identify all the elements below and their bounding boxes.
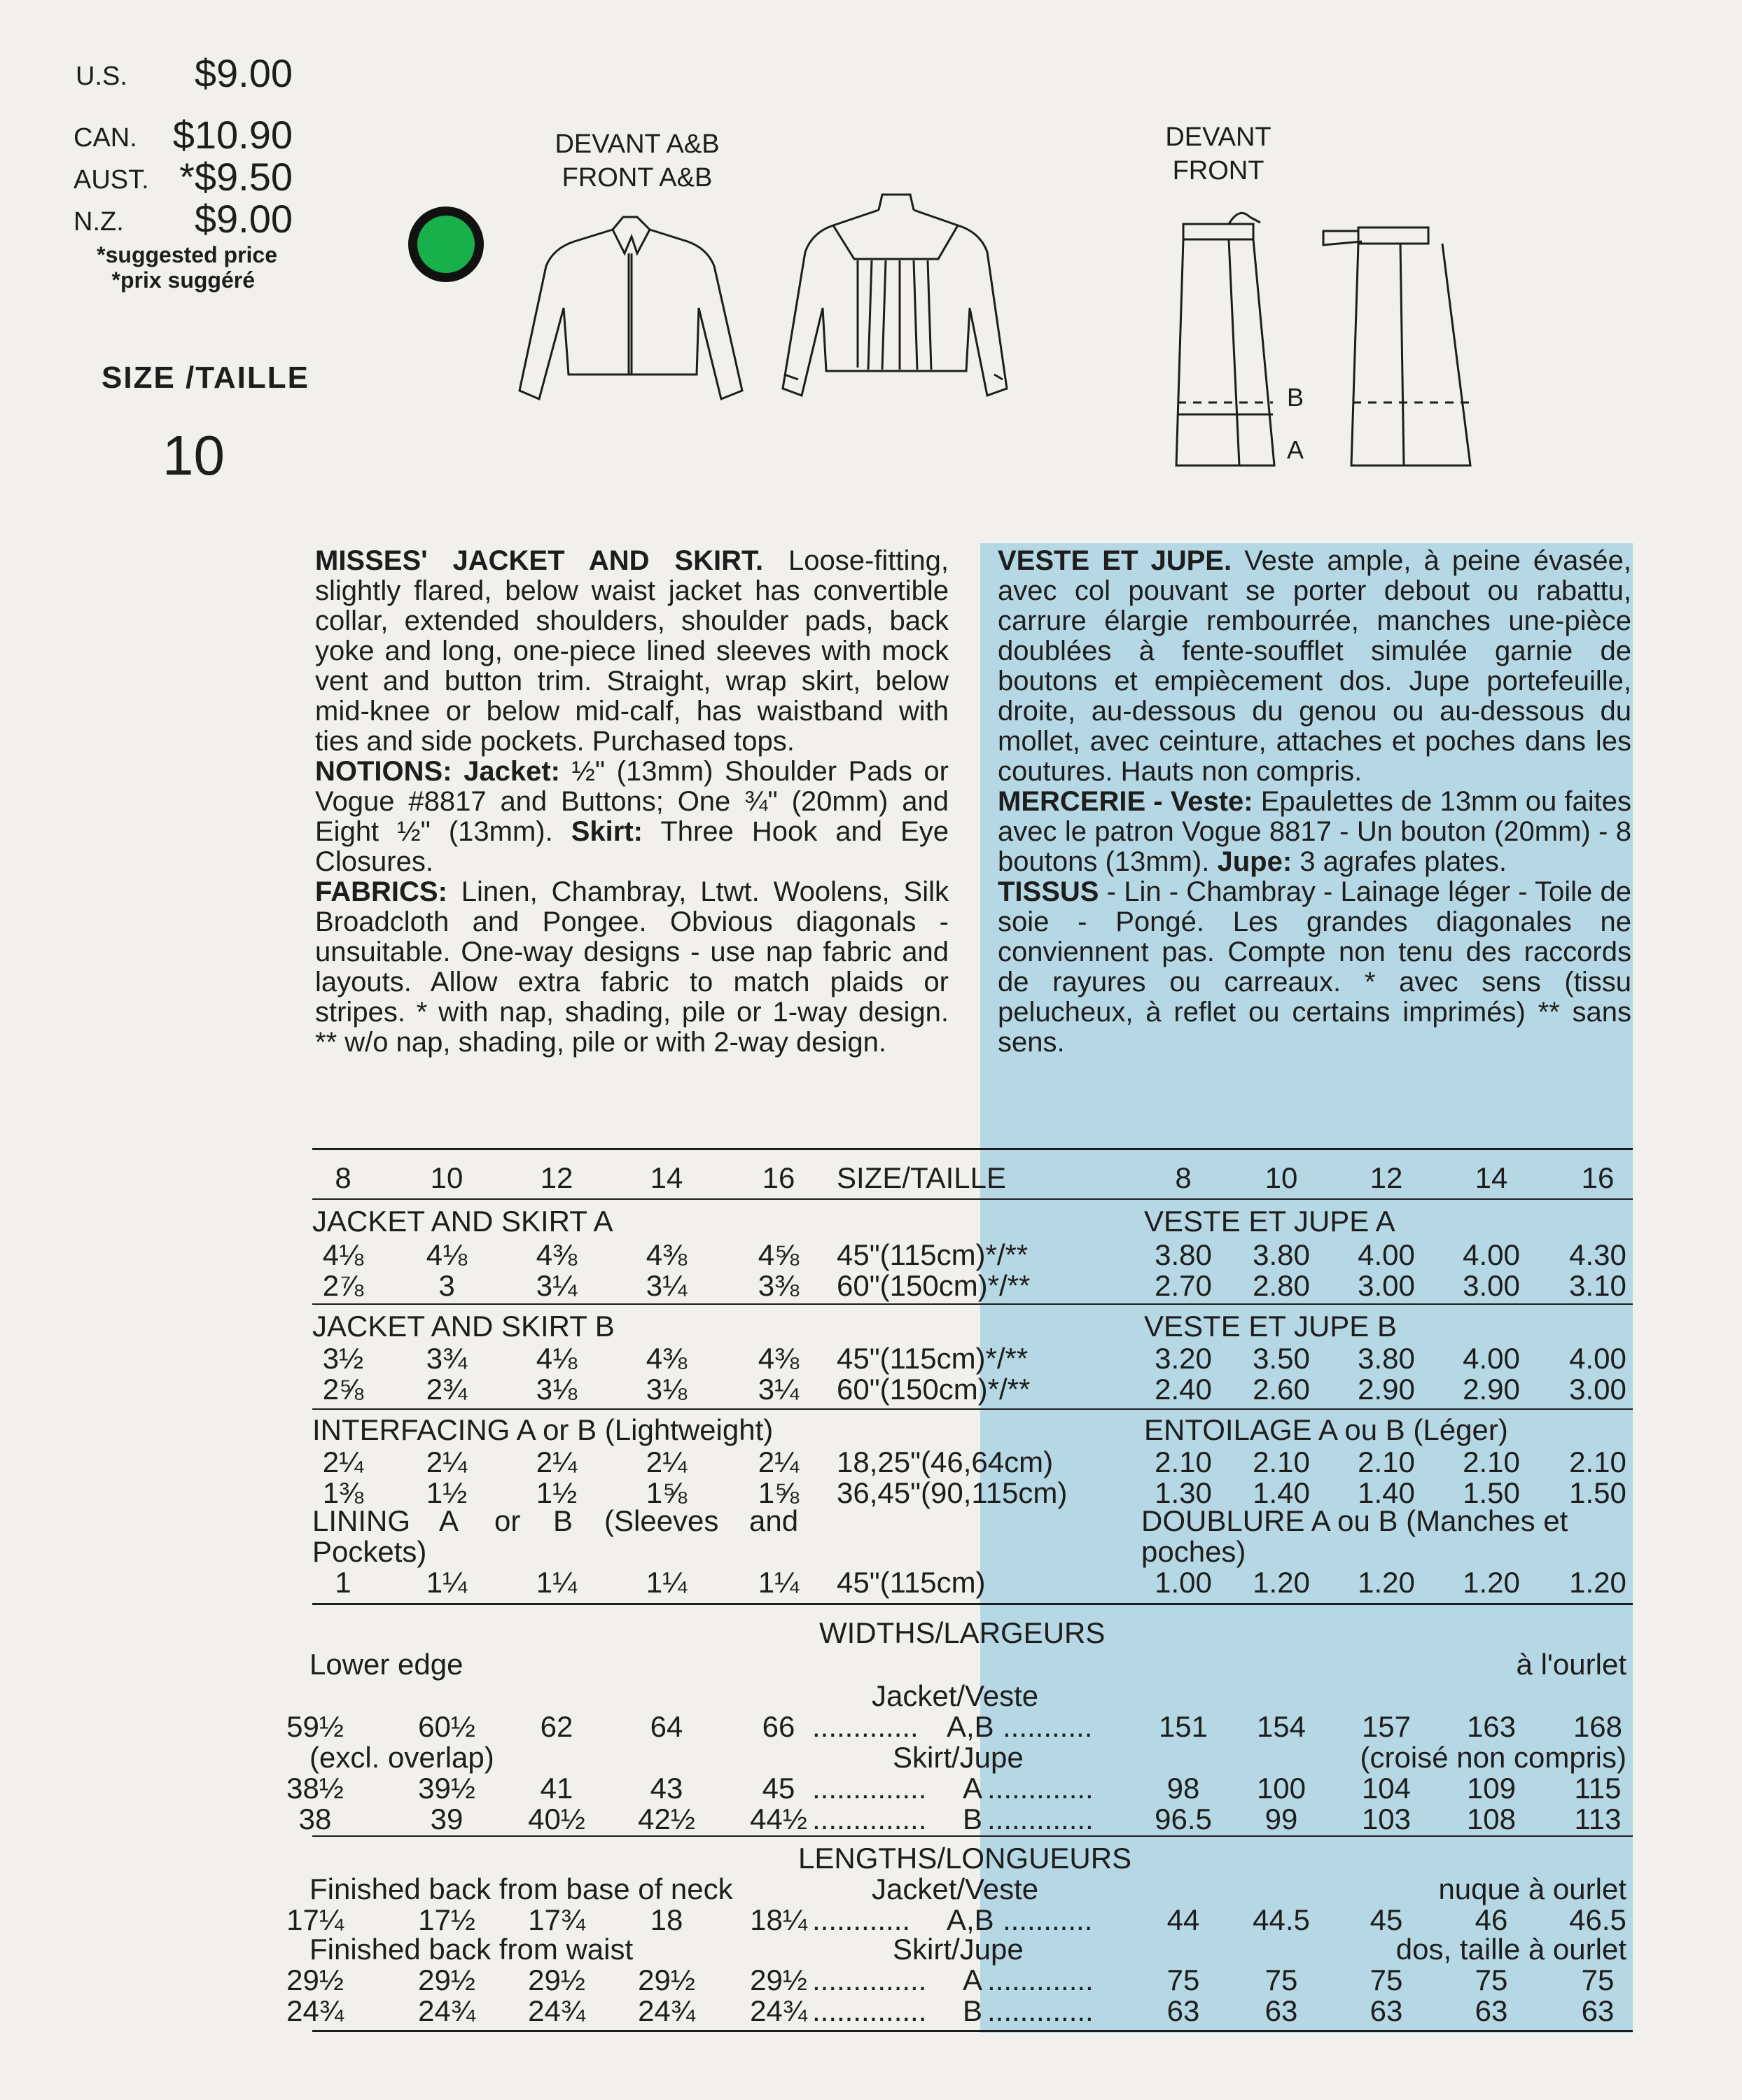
table-header-row bbox=[0, 1162, 1742, 1194]
inch-cell: 43 bbox=[650, 1772, 683, 1805]
cm-cell: 108 bbox=[1466, 1802, 1517, 1835]
meters-cell: 4.00 bbox=[1569, 1342, 1626, 1375]
yardage-cell: 1¼ bbox=[646, 1566, 688, 1599]
inch-cell: 29½ bbox=[528, 1963, 585, 1996]
cm-cell: 44.5 bbox=[1253, 1903, 1310, 1936]
inch-cell: 29½ bbox=[750, 1963, 807, 1996]
cm-cell: 46.5 bbox=[1569, 1903, 1626, 1936]
leader-dots: ........... bbox=[1003, 1903, 1093, 1936]
lining-en-or: or bbox=[494, 1504, 521, 1537]
jacket-front-icon bbox=[520, 217, 742, 399]
view-key: B bbox=[963, 1994, 983, 2027]
yardage-cell: 4⅛ bbox=[536, 1342, 578, 1375]
yardage-cell: 3⅜ bbox=[758, 1269, 800, 1302]
yardage-cell: 1¼ bbox=[426, 1566, 468, 1599]
measure-row bbox=[0, 1803, 1742, 1835]
croise-label: (croisé non compris) bbox=[1360, 1741, 1626, 1774]
yardage-cell: 3 bbox=[438, 1269, 455, 1302]
excl-overlap-label: (excl. overlap) bbox=[309, 1741, 494, 1774]
meters-cell: 2.90 bbox=[1358, 1373, 1415, 1406]
inch-cell: 17¼ bbox=[286, 1903, 344, 1936]
yardage-cell: 3¼ bbox=[646, 1269, 688, 1302]
price-value-nz: $9.00 bbox=[194, 197, 293, 241]
lining-en-and: and bbox=[749, 1504, 799, 1537]
size-col-8: 8 bbox=[335, 1161, 351, 1194]
meters-cell: 1.20 bbox=[1358, 1566, 1415, 1599]
cm-cell: 168 bbox=[1573, 1710, 1623, 1743]
meters-cell: 1.00 bbox=[1155, 1566, 1212, 1599]
section-en-title: JACKET AND SKIRT B bbox=[312, 1310, 615, 1343]
leader-dots: ............. bbox=[987, 1963, 1094, 1996]
leader-dots: ............. bbox=[987, 1772, 1094, 1805]
yardage-cell: 3⅛ bbox=[536, 1373, 578, 1406]
view-key: A,B bbox=[947, 1903, 994, 1936]
leader-dots: .............. bbox=[812, 1963, 927, 1996]
lengths-title-row bbox=[0, 1842, 1742, 1875]
fabric-width-cell: 60"(150cm)*/** bbox=[837, 1269, 1031, 1302]
section-fr-title: VESTE ET JUPE B bbox=[1144, 1310, 1397, 1343]
fabric-width-cell: 45"(115cm) bbox=[837, 1566, 986, 1599]
table-header-rule bbox=[312, 1198, 1633, 1200]
lining-fr-poches: poches) bbox=[1141, 1535, 1246, 1568]
meters-cell: 1.20 bbox=[1253, 1566, 1310, 1599]
cm-cell: 113 bbox=[1574, 1802, 1622, 1835]
price-value-can: $10.90 bbox=[172, 113, 293, 157]
size-col-fr-8: 8 bbox=[1175, 1161, 1192, 1194]
meters-cell: 3.00 bbox=[1569, 1373, 1626, 1406]
fabric-width-cell: 36,45"(90,115cm) bbox=[837, 1476, 1068, 1509]
price-value-aust: *$9.50 bbox=[179, 155, 293, 199]
cm-cell: 63 bbox=[1264, 1994, 1298, 2027]
table-row bbox=[0, 1239, 1742, 1271]
measure-row bbox=[0, 1711, 1742, 1743]
leader-dots: ........... bbox=[1003, 1710, 1093, 1743]
desc-en-notions: NOTIONS: Jacket: ½" (13mm) Shoulder Pads or Vogue #8817 and Buttons; One ¾" (20mm) and Eight ½" (13mm). Skirt: Three Hook and Eye Closures. bbox=[315, 756, 949, 877]
section-title-row bbox=[0, 1414, 1742, 1446]
yardage-cell: 2¼ bbox=[758, 1446, 800, 1478]
inch-cell: 24¾ bbox=[638, 1994, 695, 2027]
price-label-us: U.S. bbox=[76, 62, 127, 91]
green-dot-icon bbox=[408, 206, 484, 282]
view-key: B bbox=[963, 1802, 983, 1835]
yardage-cell: 3¼ bbox=[758, 1373, 800, 1406]
inch-cell: 44½ bbox=[750, 1802, 807, 1835]
inch-cell: 42½ bbox=[638, 1802, 695, 1835]
price-label-can: CAN. bbox=[74, 123, 137, 153]
meters-cell: 3.20 bbox=[1155, 1342, 1212, 1375]
size-label: SIZE /TAILLE bbox=[102, 360, 309, 395]
yardage-cell: 2¼ bbox=[536, 1446, 578, 1478]
inch-cell: 60½ bbox=[418, 1710, 475, 1743]
yardage-cell: 4⅝ bbox=[758, 1238, 800, 1271]
size-col-fr-16: 16 bbox=[1581, 1161, 1615, 1194]
inch-cell: 59½ bbox=[286, 1710, 344, 1743]
yardage-cell: 1⅜ bbox=[322, 1476, 364, 1509]
meters-cell: 2.10 bbox=[1463, 1446, 1520, 1478]
table-row bbox=[0, 1567, 1742, 1599]
cm-cell: 75 bbox=[1370, 1963, 1403, 1996]
inch-cell: 17½ bbox=[418, 1903, 475, 1936]
dos-label: dos, taille à ourlet bbox=[1395, 1933, 1626, 1966]
inch-cell: 40½ bbox=[528, 1802, 585, 1835]
inch-cell: 62 bbox=[540, 1710, 573, 1743]
section-title-row bbox=[0, 1310, 1742, 1343]
description-en bbox=[315, 546, 949, 1058]
skirt-caption bbox=[1141, 120, 1295, 188]
inch-cell: 18¼ bbox=[750, 1903, 807, 1936]
meters-cell: 1.30 bbox=[1155, 1476, 1212, 1509]
meters-cell: 2.70 bbox=[1155, 1269, 1212, 1302]
inch-cell: 66 bbox=[762, 1710, 795, 1743]
jacket-widths-label-row bbox=[0, 1680, 1742, 1712]
cm-cell: 75 bbox=[1166, 1963, 1200, 1996]
yardage-cell: 2¼ bbox=[322, 1446, 364, 1478]
cm-cell: 63 bbox=[1166, 1994, 1200, 2027]
leader-dots: ............. bbox=[987, 1994, 1094, 2027]
meters-cell: 1.20 bbox=[1569, 1566, 1626, 1599]
yardage-cell: 3½ bbox=[322, 1342, 364, 1375]
lining-en-sleeves: (Sleeves bbox=[604, 1504, 719, 1537]
meters-cell: 4.00 bbox=[1463, 1238, 1520, 1271]
size-col-14: 14 bbox=[650, 1161, 683, 1194]
inch-cell: 24¾ bbox=[750, 1994, 807, 2027]
meters-cell: 1.40 bbox=[1358, 1476, 1415, 1509]
measure-row bbox=[0, 1995, 1742, 2027]
meters-cell: 1.20 bbox=[1463, 1566, 1520, 1599]
widths-rule bbox=[312, 1603, 1633, 1605]
cm-cell: 45 bbox=[1370, 1903, 1403, 1936]
table-row bbox=[0, 1270, 1742, 1302]
leader-dots: .............. bbox=[812, 1802, 927, 1835]
size-col-10: 10 bbox=[430, 1161, 464, 1194]
section-title-row-2 bbox=[0, 1536, 1742, 1568]
table-top-rule bbox=[312, 1148, 1633, 1150]
cm-cell: 115 bbox=[1574, 1772, 1622, 1805]
lining-fr-title: DOUBLURE A ou B (Manches et bbox=[1141, 1504, 1568, 1537]
fabric-width-cell: 45"(115cm)*/** bbox=[837, 1342, 1029, 1375]
cm-cell: 100 bbox=[1256, 1772, 1306, 1805]
inch-cell: 45 bbox=[762, 1772, 795, 1805]
inch-cell: 18 bbox=[650, 1903, 683, 1936]
meters-cell: 3.80 bbox=[1155, 1238, 1212, 1271]
meters-cell: 2.60 bbox=[1253, 1373, 1310, 1406]
meters-cell: 3.80 bbox=[1253, 1238, 1310, 1271]
cm-cell: 75 bbox=[1264, 1963, 1298, 1996]
size-col-12: 12 bbox=[540, 1161, 573, 1194]
meters-cell: 2.90 bbox=[1463, 1373, 1520, 1406]
cm-cell: 157 bbox=[1361, 1710, 1412, 1743]
lower-edge-row bbox=[0, 1648, 1742, 1681]
fabric-width-cell: 60"(150cm)*/** bbox=[837, 1373, 1031, 1406]
inch-cell: 24¾ bbox=[418, 1994, 475, 2027]
skirt-jupe-label: Skirt/Jupe bbox=[893, 1741, 1024, 1774]
desc-en-intro: MISSES' JACKET AND SKIRT. Loose-fitting, slightly flared, below waist jacket has convertible collar, extended shoulders, shoulder pads, back yoke and long, one-piece lined sleeves with mock vent and button trim. Straight, wrap skirt, below mid-knee or below mid-calf, has waistband with ties and side pockets. Purchased tops. bbox=[315, 545, 949, 757]
lining-en-a: A bbox=[439, 1504, 459, 1537]
cm-cell: 98 bbox=[1166, 1772, 1200, 1805]
meters-cell: 3.10 bbox=[1569, 1269, 1626, 1302]
yardage-cell: 1½ bbox=[426, 1476, 468, 1509]
yardage-cell: 2⅞ bbox=[322, 1269, 364, 1302]
meters-cell: 1.50 bbox=[1569, 1476, 1626, 1509]
price-note-fr: *prix suggéré bbox=[111, 267, 255, 293]
yardage-cell: 1¼ bbox=[758, 1566, 800, 1599]
leader-dots: .............. bbox=[812, 1994, 927, 2027]
inch-cell: 17¾ bbox=[528, 1903, 585, 1936]
measure-row bbox=[0, 1904, 1742, 1936]
jacket-sketch bbox=[504, 175, 1050, 413]
yardage-cell: 1 bbox=[335, 1566, 351, 1599]
desc-fr-intro: VESTE ET JUPE. Veste ample, à peine évasée, avec col pouvant se porter debout ou rabattu, carrure élargie rembourrée, manches une-pièce doublées à fente-soufflet simulée garnie de boutons et empiècement dos. Jupe portefeuille, droite, au-dessous du genou ou au-dessous du mollet, avec ceinture, attaches et poches dans les coutures. Hauts non compris. bbox=[998, 545, 1631, 787]
yardage-cell: 3⅛ bbox=[646, 1373, 688, 1406]
table-bottom-rule bbox=[312, 2030, 1633, 2032]
lengths-rule bbox=[312, 1835, 1633, 1837]
leader-dots: ............ bbox=[812, 1903, 911, 1936]
description-fr bbox=[998, 546, 1631, 1058]
cm-cell: 109 bbox=[1466, 1772, 1517, 1805]
skirt-jupe-label: Skirt/Jupe bbox=[893, 1933, 1024, 1966]
table-row bbox=[0, 1343, 1742, 1375]
inch-cell: 64 bbox=[650, 1710, 683, 1743]
meters-cell: 3.00 bbox=[1358, 1269, 1415, 1302]
skirt-mark-a: A bbox=[1287, 435, 1304, 464]
yardage-cell: 3¼ bbox=[536, 1269, 578, 1302]
yardage-cell: 2¾ bbox=[426, 1373, 468, 1406]
nuque-label: nuque à ourlet bbox=[1438, 1872, 1626, 1905]
table-row bbox=[0, 1446, 1742, 1478]
jacket-caption-fr: DEVANT A&B bbox=[555, 130, 720, 159]
section-fr-title: VESTE ET JUPE A bbox=[1144, 1205, 1395, 1238]
size-col-16: 16 bbox=[762, 1161, 795, 1194]
meters-cell: 4.00 bbox=[1463, 1342, 1520, 1375]
leader-dots: .............. bbox=[812, 1772, 927, 1805]
view-key: A bbox=[963, 1963, 983, 1996]
a-lourlet-label: à l'ourlet bbox=[1516, 1648, 1626, 1681]
lengths-title: LENGTHS/LONGUEURS bbox=[798, 1842, 1132, 1875]
widths-title: WIDTHS/LARGEURS bbox=[819, 1616, 1106, 1649]
cm-cell: 104 bbox=[1361, 1772, 1412, 1805]
price-label-aust: AUST. bbox=[74, 165, 149, 195]
section-title-row bbox=[0, 1205, 1742, 1238]
lining-en-pockets: Pockets) bbox=[312, 1535, 427, 1568]
price-note-en: *suggested price bbox=[97, 242, 277, 267]
section-rule bbox=[312, 1408, 1633, 1410]
fabric-width-cell: 18,25"(46,64cm) bbox=[837, 1446, 1054, 1478]
yardage-cell: 2¼ bbox=[646, 1446, 688, 1478]
yardage-cell: 4⅜ bbox=[536, 1238, 578, 1271]
price-label-nz: N.Z. bbox=[74, 207, 124, 237]
yardage-cell: 4⅜ bbox=[646, 1238, 688, 1271]
view-key: A,B bbox=[947, 1710, 994, 1743]
lower-edge-label: Lower edge bbox=[309, 1648, 464, 1681]
jacket-back-icon bbox=[783, 195, 1007, 396]
size-value: 10 bbox=[162, 424, 225, 486]
size-col-fr-12: 12 bbox=[1370, 1161, 1403, 1194]
cm-cell: 96.5 bbox=[1155, 1802, 1212, 1835]
cm-cell: 154 bbox=[1256, 1710, 1306, 1743]
inch-cell: 41 bbox=[540, 1772, 573, 1805]
yardage-cell: 2⅝ bbox=[322, 1373, 364, 1406]
inch-cell: 39 bbox=[430, 1802, 464, 1835]
leader-dots: ............. bbox=[812, 1710, 919, 1743]
size-col-fr-10: 10 bbox=[1264, 1161, 1298, 1194]
meters-cell: 2.10 bbox=[1569, 1446, 1626, 1478]
inch-cell: 38 bbox=[298, 1802, 332, 1835]
yardage-cell: 1⅝ bbox=[646, 1476, 688, 1509]
desc-fr-tissus: TISSUS - Lin - Chambray - Lainage léger - Toile de soie - Pongé. Les grandes diagonales ne conviennent pas. Compte non tenu des raccords de rayures ou carreaux. * avec sens (tissu pelucheux, à reflet ou certains imprimés) ** sans sens. bbox=[998, 876, 1631, 1058]
cm-cell: 103 bbox=[1361, 1802, 1412, 1835]
meters-cell: 3.80 bbox=[1358, 1342, 1415, 1375]
lining-en-word: LINING bbox=[312, 1504, 411, 1537]
table-row bbox=[0, 1373, 1742, 1406]
measure-row bbox=[0, 1772, 1742, 1805]
section-en-title: JACKET AND SKIRT A bbox=[312, 1205, 613, 1238]
meters-cell: 4.00 bbox=[1358, 1238, 1415, 1271]
cm-cell: 151 bbox=[1158, 1710, 1208, 1743]
yardage-cell: 1¼ bbox=[536, 1566, 578, 1599]
meters-cell: 2.10 bbox=[1253, 1446, 1310, 1478]
cm-cell: 46 bbox=[1475, 1903, 1508, 1936]
meters-cell: 2.10 bbox=[1155, 1446, 1212, 1478]
meters-cell: 2.40 bbox=[1155, 1373, 1212, 1406]
desc-fr-mercerie: MERCERIE - Veste: Epaulettes de 13mm ou faites avec le patron Vogue 8817 - Un bouton (20mm) - 8 boutons (13mm). Jupe: 3 agrafes plates. bbox=[998, 786, 1632, 877]
skirt-caption-fr: DEVANT bbox=[1165, 122, 1271, 152]
widths-title-row bbox=[0, 1617, 1742, 1649]
jacket-veste-label: Jacket/Veste bbox=[872, 1872, 1039, 1905]
jacket-caption-en: FRONT A&B bbox=[562, 163, 713, 192]
inch-cell: 38½ bbox=[286, 1772, 344, 1805]
size-col-fr-14: 14 bbox=[1475, 1161, 1508, 1194]
lining-en-b: B bbox=[553, 1504, 573, 1537]
meters-cell: 2.10 bbox=[1358, 1446, 1415, 1478]
desc-en-fabrics: FABRICS: Linen, Chambray, Ltwt. Woolens, Silk Broadcloth and Pongee. Obvious diagonals - unsuitable. One-way designs - use nap fabric and layouts. Allow extra fabric to match plaids or stripes. * with nap, shading, pile or 1-way design. ** w/o nap, shading, pile or with 2-way design. bbox=[315, 876, 949, 1058]
inch-cell: 29½ bbox=[286, 1963, 344, 1996]
yardage-cell: 1⅝ bbox=[758, 1476, 800, 1509]
inch-cell: 24¾ bbox=[286, 1994, 344, 2027]
skirt-mark-b: B bbox=[1287, 383, 1304, 412]
skirt-back-icon bbox=[1323, 227, 1470, 465]
waist-label-row bbox=[0, 1933, 1742, 1966]
section-fr-title: ENTOILAGE A ou B (Léger) bbox=[1144, 1413, 1508, 1446]
skirt-caption-en: FRONT bbox=[1172, 156, 1264, 186]
yardage-cell: 2¼ bbox=[426, 1446, 468, 1478]
waist-label: Finished back from waist bbox=[309, 1933, 634, 1966]
view-key: A bbox=[963, 1772, 983, 1805]
cm-cell: 63 bbox=[1475, 1994, 1508, 2027]
inch-cell: 24¾ bbox=[528, 1994, 585, 2027]
meters-cell: 3.00 bbox=[1463, 1269, 1520, 1302]
size-header: SIZE/TAILLE bbox=[837, 1161, 1006, 1194]
meters-cell: 3.50 bbox=[1253, 1342, 1310, 1375]
yardage-cell: 1½ bbox=[536, 1476, 578, 1509]
meters-cell: 4.30 bbox=[1569, 1238, 1626, 1271]
section-rule bbox=[312, 1303, 1633, 1305]
price-value-us: $9.00 bbox=[194, 51, 293, 95]
fabric-width-cell: 45"(115cm)*/** bbox=[837, 1238, 1029, 1271]
neck-label-row bbox=[0, 1873, 1742, 1905]
meters-cell: 1.40 bbox=[1253, 1476, 1310, 1509]
section-en-title: INTERFACING A or B (Lightweight) bbox=[312, 1413, 774, 1446]
section-title-row bbox=[0, 1505, 1742, 1537]
inch-cell: 39½ bbox=[418, 1772, 475, 1805]
skirt-sketch bbox=[1162, 203, 1498, 476]
yardage-cell: 3¾ bbox=[426, 1342, 468, 1375]
measure-row bbox=[0, 1964, 1742, 1996]
inch-cell: 29½ bbox=[418, 1963, 475, 1996]
skirt-front-icon bbox=[1176, 213, 1274, 465]
cm-cell: 99 bbox=[1264, 1802, 1298, 1835]
excl-overlap-row bbox=[0, 1742, 1742, 1774]
cm-cell: 75 bbox=[1581, 1963, 1615, 1996]
yardage-cell: 4⅛ bbox=[322, 1238, 364, 1271]
cm-cell: 63 bbox=[1370, 1994, 1403, 2027]
cm-cell: 75 bbox=[1475, 1963, 1508, 1996]
yardage-cell: 4⅜ bbox=[646, 1342, 688, 1375]
meters-cell: 2.80 bbox=[1253, 1269, 1310, 1302]
cm-cell: 44 bbox=[1166, 1903, 1200, 1936]
neck-label: Finished back from base of neck bbox=[309, 1872, 733, 1905]
yardage-cell: 4⅛ bbox=[426, 1238, 468, 1271]
inch-cell: 29½ bbox=[638, 1963, 695, 1996]
cm-cell: 163 bbox=[1466, 1710, 1517, 1743]
yardage-cell: 4⅜ bbox=[758, 1342, 800, 1375]
cm-cell: 63 bbox=[1581, 1994, 1615, 2027]
leader-dots: ............. bbox=[987, 1802, 1094, 1835]
jacket-veste-label: Jacket/Veste bbox=[872, 1679, 1039, 1712]
meters-cell: 1.50 bbox=[1463, 1476, 1520, 1509]
